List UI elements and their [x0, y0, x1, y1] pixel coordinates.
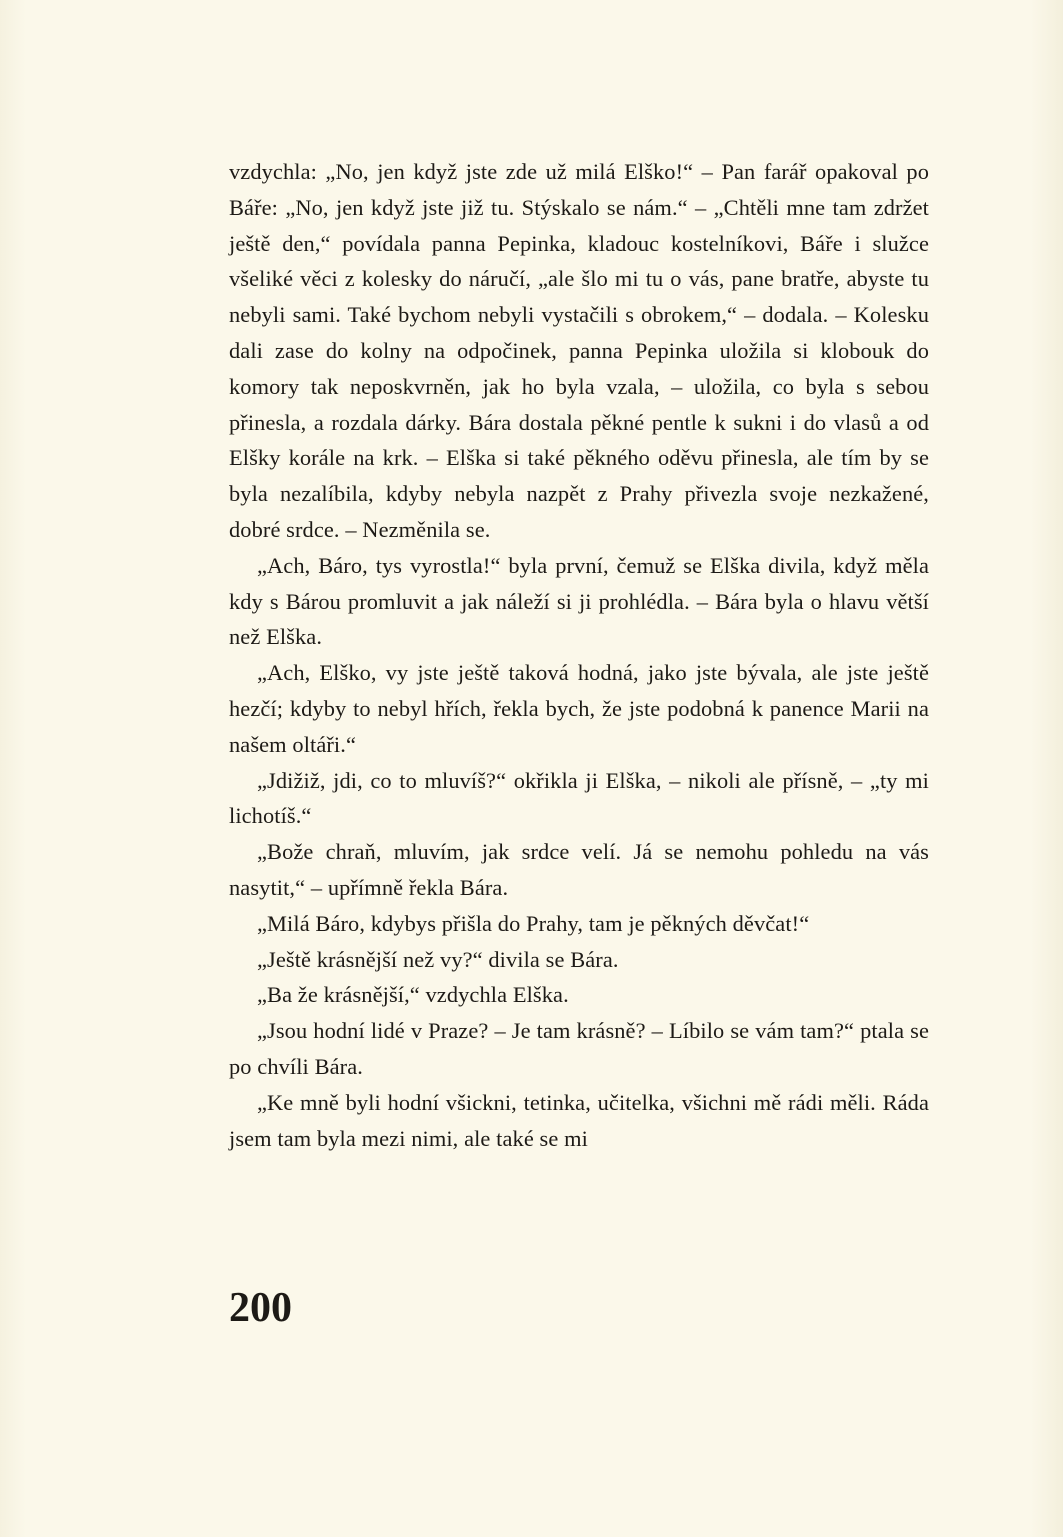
- paragraph-7: „Ještě krásnější než vy?“ divila se Bára.: [257, 946, 619, 972]
- paragraph-9: „Jsou hodní lidé v Praze? – Je tam krásně? – Líbilo se vám tam?“ ptala se po chvíli Bára.: [229, 1018, 929, 1079]
- paragraph-5: „Bože chraň, mluvím, jak srdce velí. Já se nemohu pohledu na vás nasytit,“ – upřímně řekla Bára.: [229, 839, 929, 900]
- paragraph-6: „Milá Báro, kdybys přišla do Prahy, tam je pěkných děvčat!“: [257, 910, 810, 936]
- paragraph-8: „Ba že krásnější,“ vzdychla Elška.: [257, 982, 569, 1008]
- paragraph-1: vzdychla: „No, jen když jste zde už milá Elško!“ – Pan farář opakoval po Báře: „No, jen když jste již tu. Stýskalo se nám.“ – „Chtěli mne tam zdržet ještě den,“ povídala panna Pepinka, kladouc kostelníkovi, Báře i služce všeliké věci z kolesky do náručí, „ale šlo mi tu o vás, pane bratře, abyste tu nebyli sami. Také bychom nebyli vystačili s obrokem,“ – dodala. – Kolesku dali zase do kolny na odpočinek, panna Pepinka uložila si klobouk do komory tak neposkvrněn, jak ho byla vzala, – uložila, co byla s sebou přinesla, a rozdala dárky. Bára dostala pěkné pentle k sukni i do vlasů a od Elšky korále na krk. – Elška si také pěkného oděvu přinesla, ale tím by se byla nezalíbila, kdyby nebyla nazpět z Prahy přivezla svoje nezkažené, dobré srdce. – Nezměnila se.: [229, 159, 929, 542]
- body-text: [229, 154, 929, 1156]
- paragraph-4: „Jdižiž, jdi, co to mluvíš?“ okřikla ji Elška, – nikoli ale přísně, – „ty mi lichotíš.“: [229, 767, 929, 829]
- paragraph-2: „Ach, Báro, tys vyrostla!“ byla první, čemuž se Elška divila, když měla kdy s Bárou promluvit a jak náleží si ji prohlédla. – Bára byla o hlavu větší než Elška.: [229, 552, 929, 650]
- paragraph-3: „Ach, Elško, vy jste ještě taková hodná, jako jste bývala, ale jste ještě hezčí; kdyby to nebyl hřích, řekla bych, že jste podobná k panence Marii na našem oltáři.“: [229, 660, 929, 757]
- page-number: 200: [229, 1285, 292, 1331]
- paragraph-10: „Ke mně byli hodní všickni, tetinka, učitelka, všichni mě rádi měli. Ráda jsem tam byla mezi nimi, ale také se mi: [229, 1089, 929, 1151]
